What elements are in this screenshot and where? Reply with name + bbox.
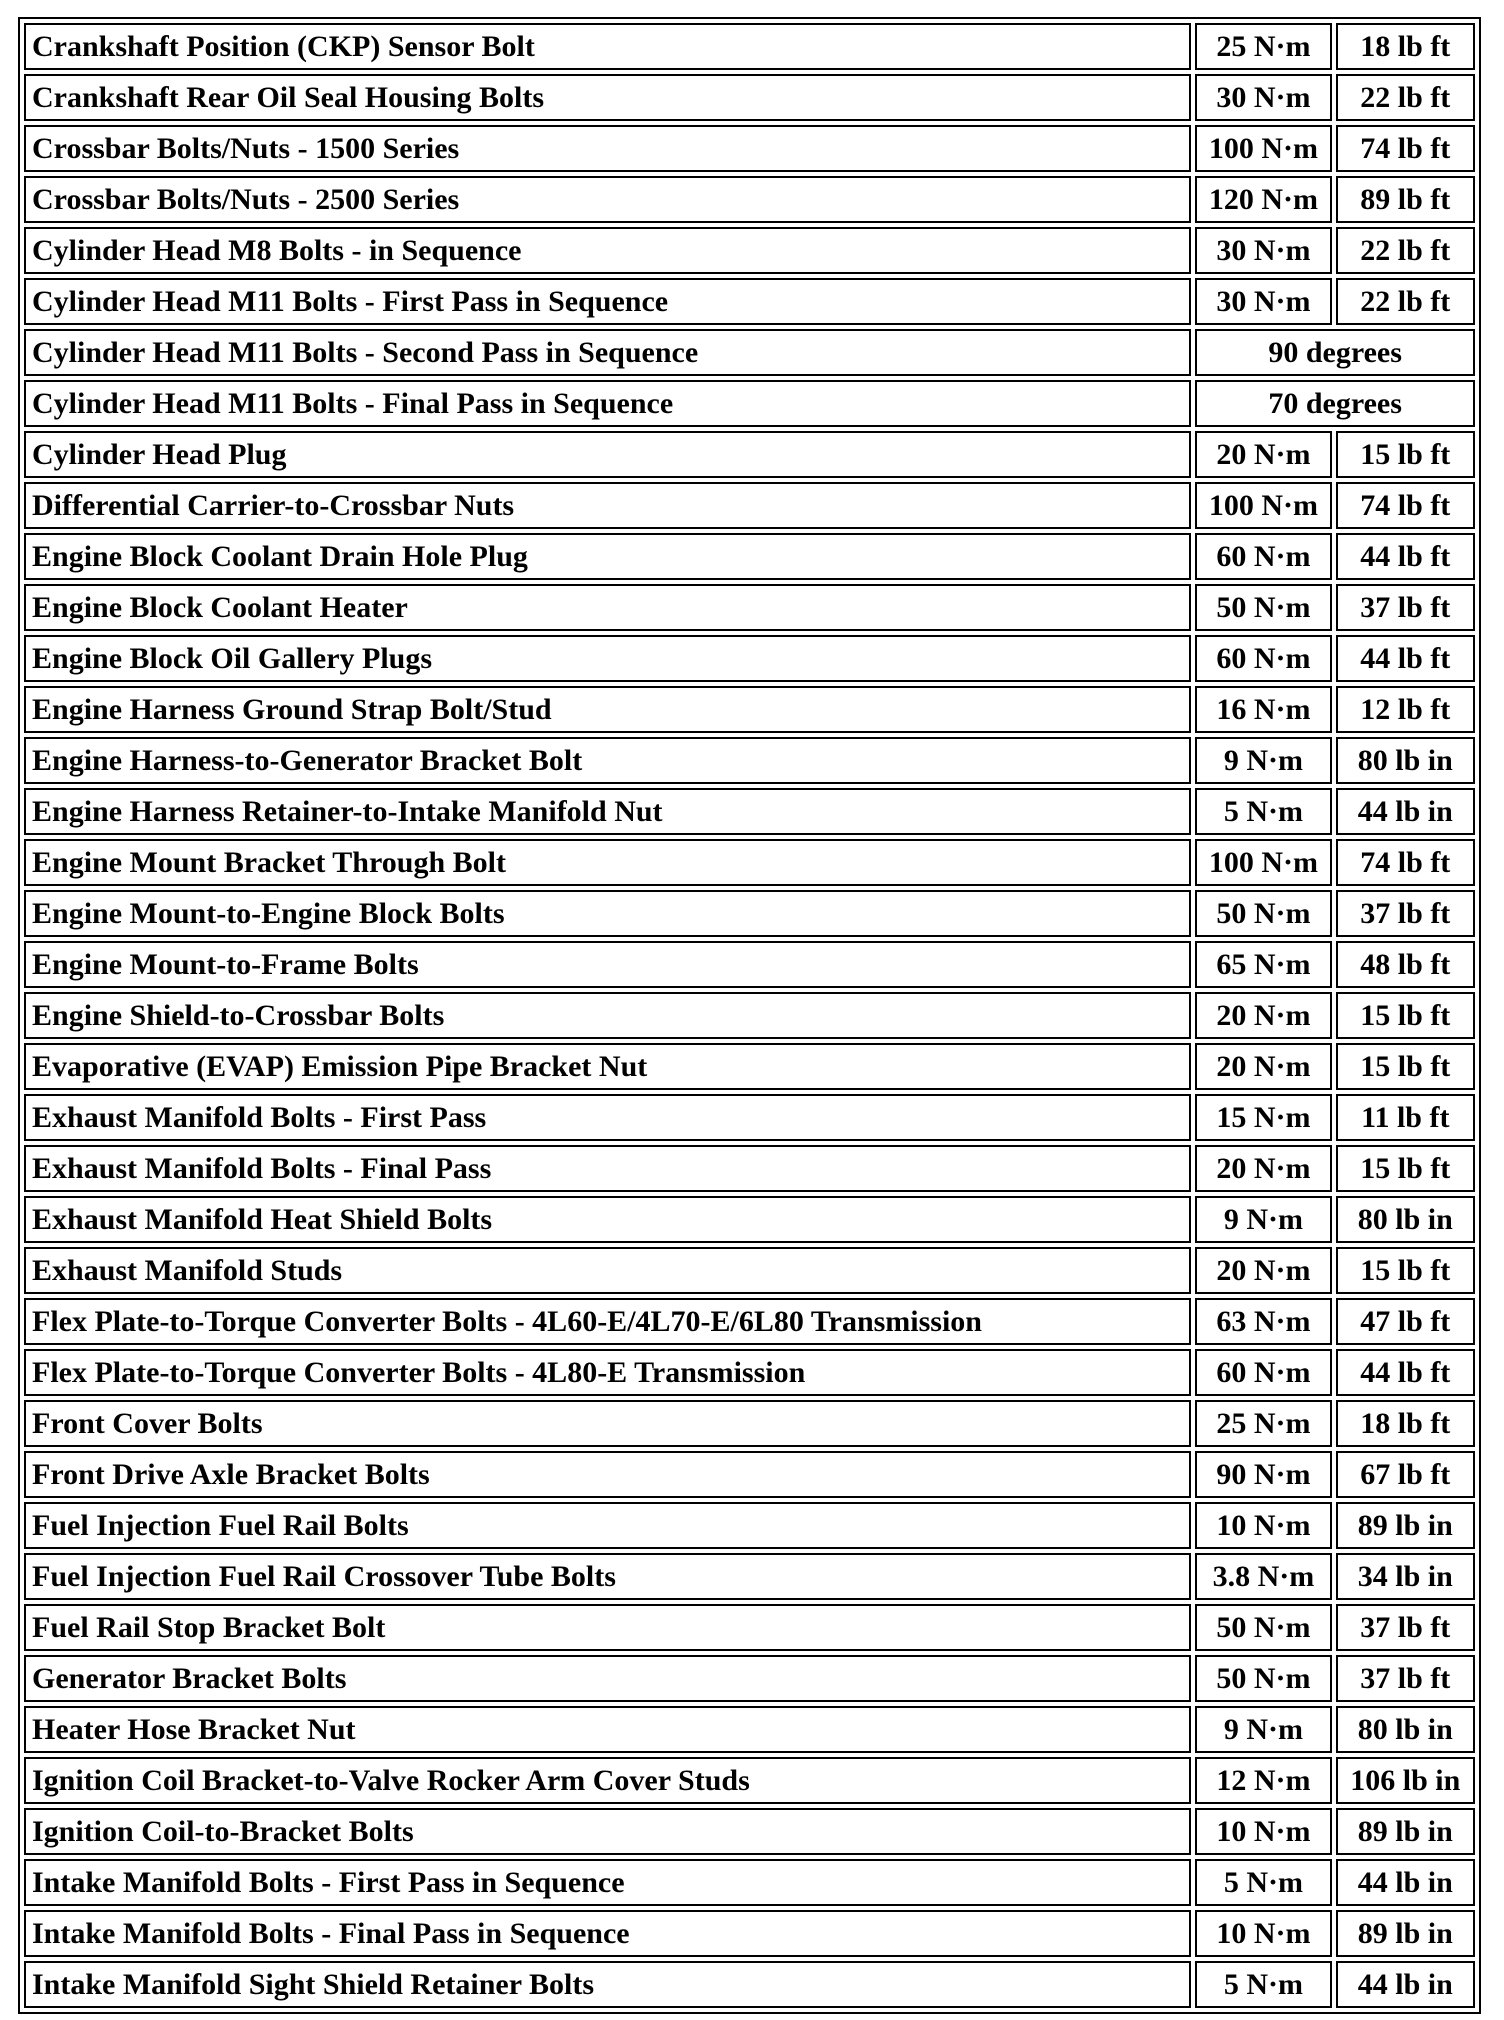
torque-metric: 100 N·m — [1195, 482, 1331, 529]
fastener-name: Crossbar Bolts/Nuts - 2500 Series — [24, 176, 1191, 223]
table-row — [24, 1655, 1475, 1702]
fastener-name: Exhaust Manifold Bolts - First Pass — [24, 1094, 1191, 1141]
fastener-name: Ignition Coil-to-Bracket Bolts — [24, 1808, 1191, 1855]
torque-metric: 90 N·m — [1195, 1451, 1331, 1498]
torque-english: 74 lb ft — [1336, 482, 1475, 529]
torque-metric: 10 N·m — [1195, 1808, 1331, 1855]
torque-english: 44 lb ft — [1336, 533, 1475, 580]
torque-metric: 10 N·m — [1195, 1910, 1331, 1957]
table-row — [24, 1451, 1475, 1498]
torque-metric: 50 N·m — [1195, 1604, 1331, 1651]
torque-english: 12 lb ft — [1336, 686, 1475, 733]
torque-metric: 60 N·m — [1195, 533, 1331, 580]
torque-english: 106 lb in — [1336, 1757, 1475, 1804]
torque-metric: 100 N·m — [1195, 839, 1331, 886]
fastener-name: Exhaust Manifold Studs — [24, 1247, 1191, 1294]
table-row — [24, 1961, 1475, 2008]
torque-metric: 100 N·m — [1195, 125, 1331, 172]
table-row — [24, 1859, 1475, 1906]
table-row — [24, 992, 1475, 1039]
torque-metric: 30 N·m — [1195, 227, 1331, 274]
fastener-name: Cylinder Head M11 Bolts - First Pass in Sequence — [24, 278, 1191, 325]
fastener-name: Cylinder Head Plug — [24, 431, 1191, 478]
torque-english: 34 lb in — [1336, 1553, 1475, 1600]
fastener-name: Crossbar Bolts/Nuts - 1500 Series — [24, 125, 1191, 172]
torque-metric: 65 N·m — [1195, 941, 1331, 988]
fastener-name: Exhaust Manifold Bolts - Final Pass — [24, 1145, 1191, 1192]
torque-metric: 9 N·m — [1195, 1196, 1331, 1243]
torque-english: 37 lb ft — [1336, 584, 1475, 631]
fastener-name: Fuel Rail Stop Bracket Bolt — [24, 1604, 1191, 1651]
fastener-name: Fuel Injection Fuel Rail Crossover Tube Bolts — [24, 1553, 1191, 1600]
torque-english: 15 lb ft — [1336, 1043, 1475, 1090]
torque-english: 37 lb ft — [1336, 890, 1475, 937]
table-row — [24, 635, 1475, 682]
table-row — [24, 278, 1475, 325]
table-row — [24, 1349, 1475, 1396]
table-row — [24, 1604, 1475, 1651]
torque-english: 44 lb in — [1336, 788, 1475, 835]
table-row — [24, 686, 1475, 733]
table-row — [24, 1094, 1475, 1141]
fastener-name: Engine Mount-to-Frame Bolts — [24, 941, 1191, 988]
torque-english: 80 lb in — [1336, 737, 1475, 784]
table-row — [24, 1757, 1475, 1804]
torque-angle-spec: 90 degrees — [1195, 329, 1475, 376]
table-row — [24, 482, 1475, 529]
torque-english: 89 lb in — [1336, 1502, 1475, 1549]
table-row — [24, 584, 1475, 631]
torque-english: 22 lb ft — [1336, 227, 1475, 274]
torque-english: 89 lb ft — [1336, 176, 1475, 223]
table-row — [24, 125, 1475, 172]
torque-metric: 5 N·m — [1195, 1859, 1331, 1906]
torque-metric: 20 N·m — [1195, 992, 1331, 1039]
torque-english: 80 lb in — [1336, 1706, 1475, 1753]
fastener-name: Engine Mount Bracket Through Bolt — [24, 839, 1191, 886]
table-row — [24, 1553, 1475, 1600]
table-row — [24, 1502, 1475, 1549]
torque-metric: 25 N·m — [1195, 1400, 1331, 1447]
table-row — [24, 380, 1475, 427]
table-row — [24, 431, 1475, 478]
table-row — [24, 1145, 1475, 1192]
fastener-name: Exhaust Manifold Heat Shield Bolts — [24, 1196, 1191, 1243]
table-row — [24, 1298, 1475, 1345]
table-row — [24, 176, 1475, 223]
fastener-name: Engine Block Oil Gallery Plugs — [24, 635, 1191, 682]
torque-english: 11 lb ft — [1336, 1094, 1475, 1141]
torque-metric: 15 N·m — [1195, 1094, 1331, 1141]
fastener-name: Engine Harness Retainer-to-Intake Manifold Nut — [24, 788, 1191, 835]
table-row — [24, 941, 1475, 988]
torque-metric: 50 N·m — [1195, 1655, 1331, 1702]
torque-english: 44 lb in — [1336, 1961, 1475, 2008]
torque-metric: 25 N·m — [1195, 23, 1331, 70]
fastener-name: Crankshaft Position (CKP) Sensor Bolt — [24, 23, 1191, 70]
torque-metric: 20 N·m — [1195, 1043, 1331, 1090]
table-row — [24, 788, 1475, 835]
torque-english: 89 lb in — [1336, 1808, 1475, 1855]
torque-metric: 20 N·m — [1195, 431, 1331, 478]
torque-metric: 16 N·m — [1195, 686, 1331, 733]
fastener-name: Front Drive Axle Bracket Bolts — [24, 1451, 1191, 1498]
fastener-name: Crankshaft Rear Oil Seal Housing Bolts — [24, 74, 1191, 121]
fastener-name: Fuel Injection Fuel Rail Bolts — [24, 1502, 1191, 1549]
torque-english: 80 lb in — [1336, 1196, 1475, 1243]
torque-metric: 30 N·m — [1195, 278, 1331, 325]
fastener-name: Front Cover Bolts — [24, 1400, 1191, 1447]
fastener-name: Ignition Coil Bracket-to-Valve Rocker Arm Cover Studs — [24, 1757, 1191, 1804]
torque-metric: 5 N·m — [1195, 1961, 1331, 2008]
torque-english: 22 lb ft — [1336, 74, 1475, 121]
table-row — [24, 533, 1475, 580]
fastener-name: Engine Harness Ground Strap Bolt/Stud — [24, 686, 1191, 733]
torque-english: 18 lb ft — [1336, 23, 1475, 70]
fastener-name: Cylinder Head M8 Bolts - in Sequence — [24, 227, 1191, 274]
torque-english: 15 lb ft — [1336, 1145, 1475, 1192]
torque-metric: 9 N·m — [1195, 1706, 1331, 1753]
torque-english: 44 lb ft — [1336, 1349, 1475, 1396]
torque-metric: 12 N·m — [1195, 1757, 1331, 1804]
torque-metric: 10 N·m — [1195, 1502, 1331, 1549]
torque-metric: 63 N·m — [1195, 1298, 1331, 1345]
fastener-name: Intake Manifold Bolts - Final Pass in Sequence — [24, 1910, 1191, 1957]
torque-english: 74 lb ft — [1336, 125, 1475, 172]
table-row — [24, 23, 1475, 70]
fastener-name: Engine Block Coolant Drain Hole Plug — [24, 533, 1191, 580]
table-row — [24, 329, 1475, 376]
table-row — [24, 1043, 1475, 1090]
torque-metric: 50 N·m — [1195, 584, 1331, 631]
fastener-name: Engine Block Coolant Heater — [24, 584, 1191, 631]
torque-metric: 20 N·m — [1195, 1247, 1331, 1294]
torque-metric: 9 N·m — [1195, 737, 1331, 784]
fastener-name: Heater Hose Bracket Nut — [24, 1706, 1191, 1753]
torque-english: 47 lb ft — [1336, 1298, 1475, 1345]
table-row — [24, 227, 1475, 274]
table-row — [24, 839, 1475, 886]
table-row — [24, 74, 1475, 121]
torque-english: 89 lb in — [1336, 1910, 1475, 1957]
torque-metric: 3.8 N·m — [1195, 1553, 1331, 1600]
torque-metric: 120 N·m — [1195, 176, 1331, 223]
torque-english: 22 lb ft — [1336, 278, 1475, 325]
torque-specification-table — [18, 17, 1481, 2014]
torque-english: 15 lb ft — [1336, 1247, 1475, 1294]
torque-english: 67 lb ft — [1336, 1451, 1475, 1498]
fastener-name: Intake Manifold Bolts - First Pass in Sequence — [24, 1859, 1191, 1906]
table-row — [24, 1706, 1475, 1753]
fastener-name: Engine Shield-to-Crossbar Bolts — [24, 992, 1191, 1039]
torque-english: 44 lb ft — [1336, 635, 1475, 682]
torque-metric: 60 N·m — [1195, 635, 1331, 682]
table-row — [24, 737, 1475, 784]
fastener-name: Evaporative (EVAP) Emission Pipe Bracket Nut — [24, 1043, 1191, 1090]
torque-angle-spec: 70 degrees — [1195, 380, 1475, 427]
fastener-name: Flex Plate-to-Torque Converter Bolts - 4L60-E/4L70-E/6L80 Transmission — [24, 1298, 1191, 1345]
torque-metric: 50 N·m — [1195, 890, 1331, 937]
torque-english: 18 lb ft — [1336, 1400, 1475, 1447]
table-row — [24, 1910, 1475, 1957]
torque-metric: 30 N·m — [1195, 74, 1331, 121]
table-row — [24, 1247, 1475, 1294]
fastener-name: Engine Harness-to-Generator Bracket Bolt — [24, 737, 1191, 784]
fastener-name: Engine Mount-to-Engine Block Bolts — [24, 890, 1191, 937]
table-row — [24, 1808, 1475, 1855]
fastener-name: Flex Plate-to-Torque Converter Bolts - 4L80-E Transmission — [24, 1349, 1191, 1396]
torque-english: 48 lb ft — [1336, 941, 1475, 988]
fastener-name: Cylinder Head M11 Bolts - Second Pass in Sequence — [24, 329, 1191, 376]
torque-english: 37 lb ft — [1336, 1655, 1475, 1702]
torque-metric: 5 N·m — [1195, 788, 1331, 835]
torque-english: 44 lb in — [1336, 1859, 1475, 1906]
torque-english: 15 lb ft — [1336, 992, 1475, 1039]
table-row — [24, 890, 1475, 937]
torque-english: 15 lb ft — [1336, 431, 1475, 478]
fastener-name: Differential Carrier-to-Crossbar Nuts — [24, 482, 1191, 529]
fastener-name: Generator Bracket Bolts — [24, 1655, 1191, 1702]
torque-english: 37 lb ft — [1336, 1604, 1475, 1651]
fastener-name: Intake Manifold Sight Shield Retainer Bolts — [24, 1961, 1191, 2008]
torque-english: 74 lb ft — [1336, 839, 1475, 886]
table-row — [24, 1196, 1475, 1243]
torque-metric: 20 N·m — [1195, 1145, 1331, 1192]
torque-table-body — [24, 23, 1475, 2008]
table-row — [24, 1400, 1475, 1447]
fastener-name: Cylinder Head M11 Bolts - Final Pass in Sequence — [24, 380, 1191, 427]
torque-metric: 60 N·m — [1195, 1349, 1331, 1396]
